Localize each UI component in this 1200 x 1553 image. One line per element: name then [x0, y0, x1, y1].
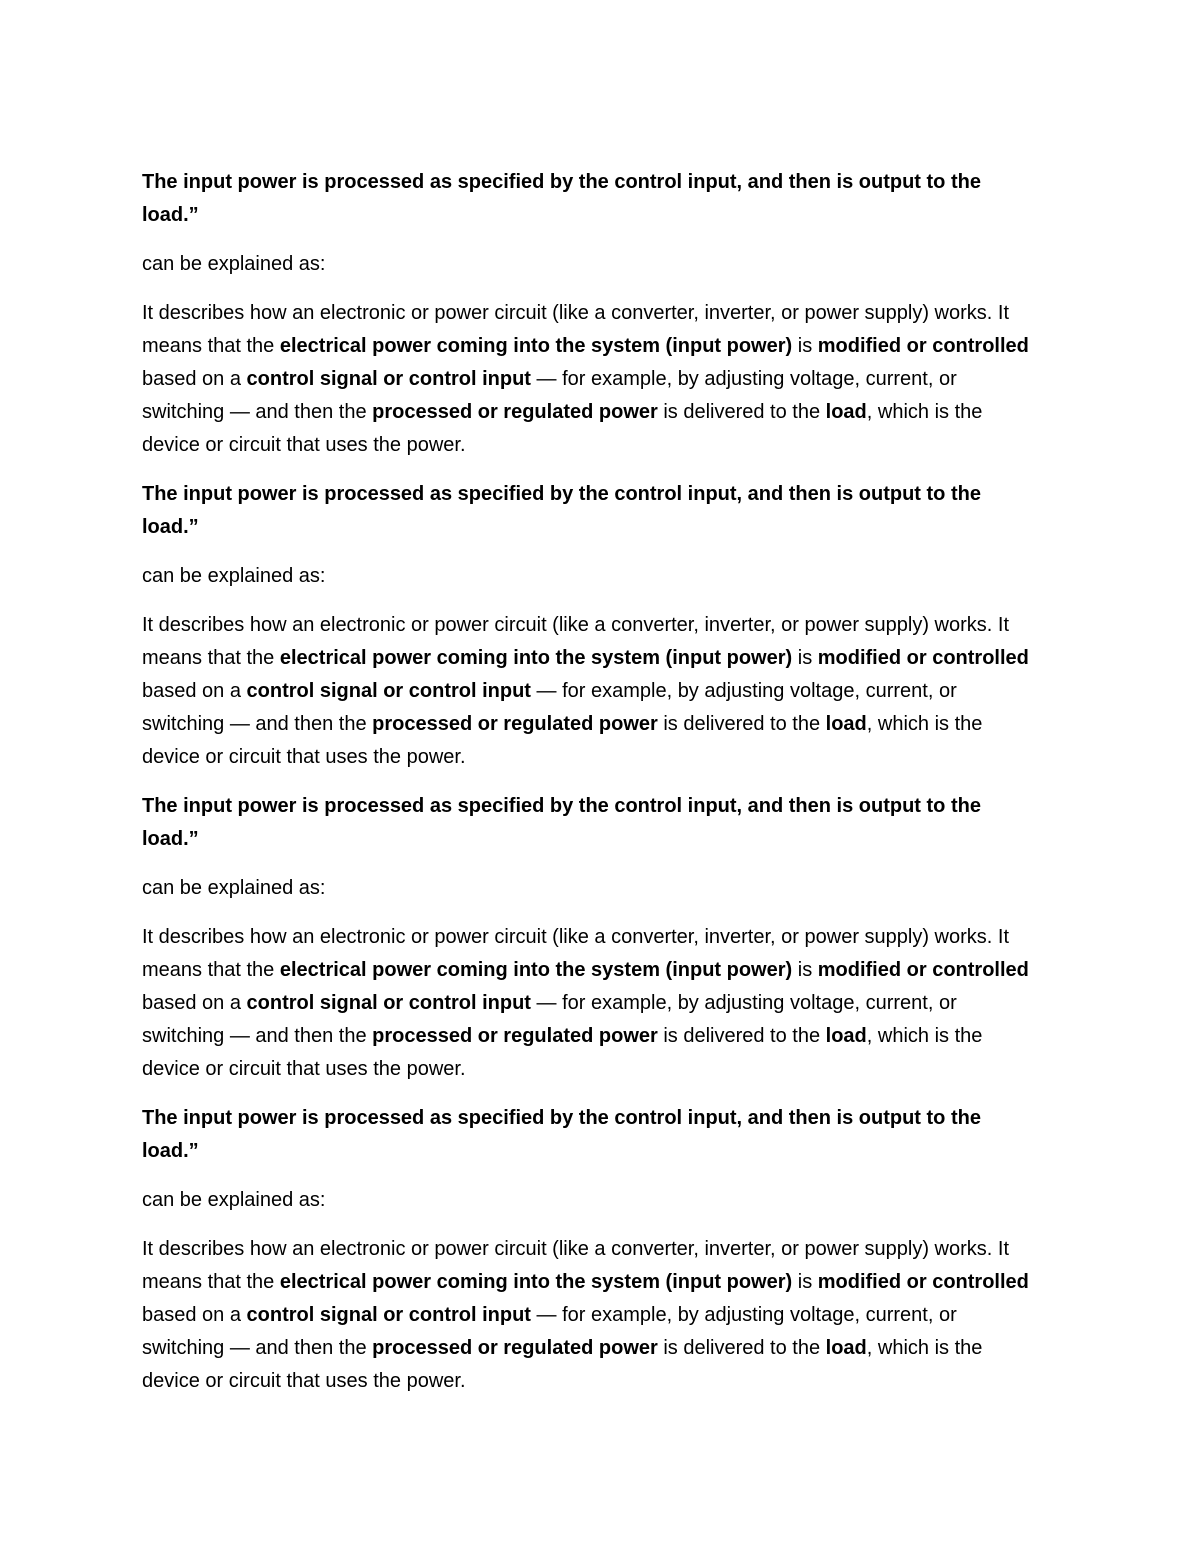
bold-phrase: modified or controlled [817, 1271, 1029, 1293]
bold-phrase: load [825, 1025, 867, 1047]
bold-phrase: modified or controlled [817, 959, 1029, 981]
bold-quote-paragraph: The input power is processed as specified by the control input, and then is output to the load.” [142, 1107, 981, 1162]
document-content [142, 166, 1042, 1414]
body-text: is [792, 335, 818, 357]
bold-phrase: control signal or control input [246, 1304, 531, 1326]
bold-phrase: processed or regulated power [372, 1337, 658, 1359]
body-text: — for example, by adjusting voltage, current, or switching — and then the [142, 992, 957, 1047]
bold-phrase: electrical power coming into the system (input power) [279, 959, 793, 981]
body-text: is [792, 959, 818, 981]
bold-quote-paragraph: The input power is processed as specified by the control input, and then is output to the load.” [142, 171, 981, 226]
body-text: , which is the device or circuit that uses the power. [142, 1025, 983, 1080]
bold-phrase: control signal or control input [246, 680, 531, 702]
body-text: — for example, by adjusting voltage, current, or switching — and then the [142, 680, 957, 735]
body-text: , which is the device or circuit that uses the power. [142, 401, 983, 456]
bold-phrase: processed or regulated power [372, 401, 658, 423]
body-text: is delivered to the [657, 1337, 826, 1359]
body-text: is delivered to the [657, 713, 826, 735]
body-text: It describes how an electronic or power circuit (like a converter, inverter, or power supply) works. It means that the [142, 926, 1010, 981]
body-text: is [792, 647, 818, 669]
bold-quote-paragraph: The input power is processed as specified by the control input, and then is output to the load.” [142, 483, 981, 538]
body-text: is delivered to the [657, 401, 826, 423]
intro-paragraph: can be explained as: [142, 253, 326, 275]
intro-paragraph: can be explained as: [142, 1189, 326, 1211]
intro-paragraph: can be explained as: [142, 565, 326, 587]
body-text: is [792, 1271, 818, 1293]
text-block [142, 478, 1042, 774]
body-text: is delivered to the [657, 1025, 826, 1047]
body-text: , which is the device or circuit that uses the power. [142, 1337, 983, 1392]
body-text: — for example, by adjusting voltage, current, or switching — and then the [142, 1304, 957, 1359]
explanation-paragraph [142, 609, 1042, 774]
bold-phrase: electrical power coming into the system (input power) [279, 335, 793, 357]
text-block [142, 1102, 1042, 1398]
bold-phrase: modified or controlled [817, 647, 1029, 669]
body-text: It describes how an electronic or power circuit (like a converter, inverter, or power supply) works. It means that the [142, 302, 1010, 357]
bold-phrase: processed or regulated power [372, 713, 658, 735]
body-text: It describes how an electronic or power circuit (like a converter, inverter, or power supply) works. It means that the [142, 1238, 1010, 1293]
body-text: based on a [142, 368, 247, 390]
bold-phrase: control signal or control input [246, 368, 531, 390]
body-text: — for example, by adjusting voltage, current, or switching — and then the [142, 368, 957, 423]
body-text: based on a [142, 680, 247, 702]
bold-phrase: load [825, 713, 867, 735]
body-text: based on a [142, 1304, 247, 1326]
explanation-paragraph [142, 297, 1042, 462]
body-text: , which is the device or circuit that uses the power. [142, 713, 983, 768]
body-text: It describes how an electronic or power circuit (like a converter, inverter, or power supply) works. It means that the [142, 614, 1010, 669]
bold-phrase: processed or regulated power [372, 1025, 658, 1047]
explanation-paragraph [142, 1233, 1042, 1398]
bold-phrase: electrical power coming into the system (input power) [279, 1271, 793, 1293]
bold-phrase: load [825, 1337, 867, 1359]
text-block [142, 166, 1042, 462]
bold-phrase: electrical power coming into the system (input power) [279, 647, 793, 669]
body-text: based on a [142, 992, 247, 1014]
explanation-paragraph [142, 921, 1042, 1086]
intro-paragraph: can be explained as: [142, 877, 326, 899]
bold-phrase: load [825, 401, 867, 423]
bold-quote-paragraph: The input power is processed as specified by the control input, and then is output to the load.” [142, 795, 981, 850]
text-block [142, 790, 1042, 1086]
bold-phrase: modified or controlled [817, 335, 1029, 357]
bold-phrase: control signal or control input [246, 992, 531, 1014]
